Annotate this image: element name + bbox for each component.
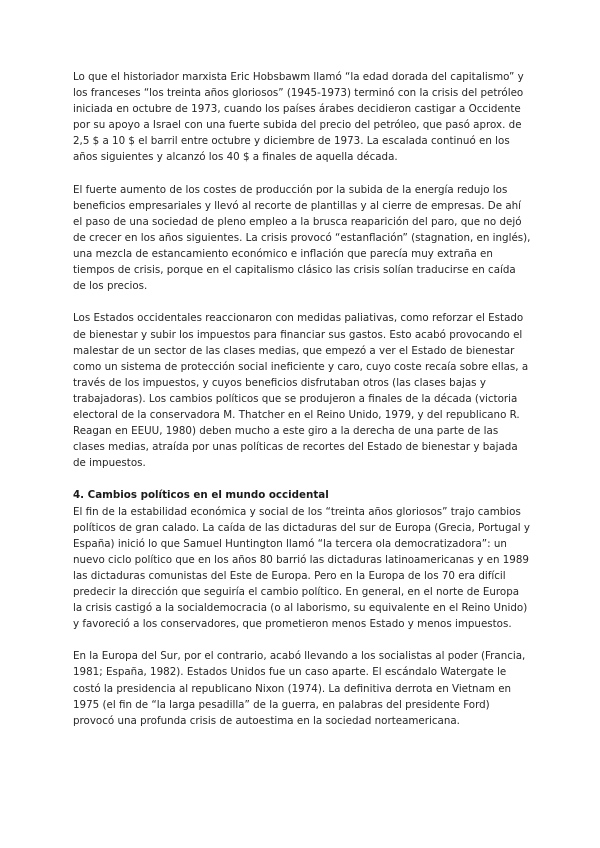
- paragraph-welfare-state: Los Estados occidentales reaccionaron con medidas paliativas, como reforzar el Estado de bienestar y subir los impuestos para financiar sus gastos. Esto acabó provocando el malestar de un sector de las clases medias, que empezó a ver el Estado de bienestar como un sistema de protección social ineficiente y caro, cuyo coste recaía sobre ellas, a través de los impuestos, y cuyos beneficios disfrutaban otros (las clases bajas y trabajadoras). Los cambios políticos que se produjeron a finales de la década (victoria electoral de la conservadora M. Thatcher en el Reino Unido, 1979, y del republicano R. Reagan en EEUU, 1980) deben mucho a este giro a la derecha de una parte de las clases medias, atraída por unas políticas de recortes del Estado de bienestar y bajada de impuestos.: [73, 312, 529, 470]
- paragraph-political-changes: El fin de la estabilidad económica y social de los “treinta años gloriosos” trajo cambios políticos de gran calado. La caída de las dictaduras del sur de Europa (Grecia, Portugal y España) inició lo que Samuel Huntington llamó “la tercera ola democratizadora”: un nuevo ciclo político que en los años 80 barrió las dictaduras latinoamericanas y en 1989 las dictaduras comunistas del Este de Europa. Pero en la Europa de los 70 era difícil predecir la dirección que seguiría el cambio político. En general, en el norte de Europa la crisis castigó a la socialdemocracia (o al laborismo, su equivalente en el Reino Unido) y favoreció a los conservadores, que prometieron menos Estado y menos impuestos.: [73, 505, 531, 631]
- paragraph-stagflation: El fuerte aumento de los costes de producción por la subida de la energía redujo los beneficios empresariales y llevó al recorte de plantillas y al cierre de empresas. De ahí el paso de una sociedad de pleno empleo a la brusca reaparición del paro, que no dejó de crecer en los años siguientes. La crisis provocó “estanflación” (stagnation, en inglés), una mezcla de estancamiento económico e inflación que parecía muy extraña en tiempos de crisis, porque en el capitalismo clásico las crisis solían traducirse en caída de los precios.: [73, 183, 531, 293]
- section-heading: 4. Cambios políticos en el mundo occidental: [73, 489, 329, 502]
- document-body: [73, 69, 531, 745]
- paragraph-oil-crisis: Lo que el historiador marxista Eric Hobsbawm llamó “la edad dorada del capitalismo” y los franceses “los treinta años gloriosos” (1945-1973) terminó con la crisis del petróleo iniciada en octubre de 1973, cuando los países árabes decidieron castigar a Occidente por su apoyo a Israel con una fuerte subida del precio del petróleo, que pasó aprox. de 2,5 $ a 10 $ el barril entre octubre y diciembre de 1973. La escalada continuó en los años siguientes y alcanzó los 40 $ a finales de aquella década.: [73, 71, 524, 164]
- paragraph-southern-europe: En la Europa del Sur, por el contrario, acabó llevando a los socialistas al poder (Francia, 1981; España, 1982). Estados Unidos fue un caso aparte. El escándalo Watergate le costó la presidencia al republicano Nixon (1974). La definitiva derrota en Vietnam en 1975 (el fin de “la larga pesadilla” de la guerra, en palabras del presidente Ford) provocó una profunda crisis de autoestima en la sociedad norteamericana.: [73, 650, 526, 727]
